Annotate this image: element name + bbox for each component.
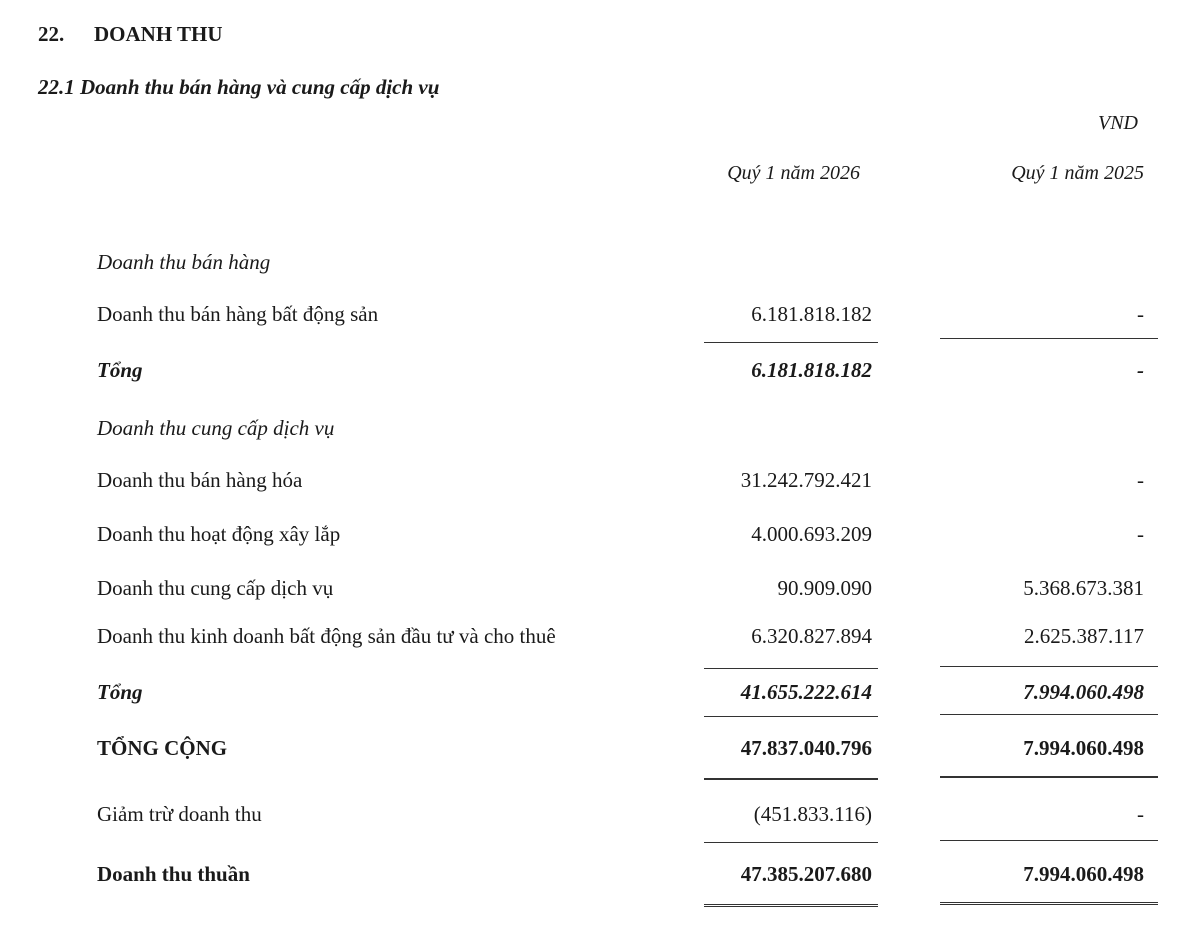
- section-title: DOANH THU: [94, 22, 223, 46]
- section-heading: [38, 22, 223, 47]
- subtotal-rule-current: [704, 668, 878, 669]
- value-previous: -: [1137, 302, 1144, 326]
- table-row-net-revenue: [0, 856, 1200, 896]
- subtotal-rule-previous: [940, 666, 1158, 667]
- table-row-grand-total: [0, 730, 1200, 770]
- net-rule-current: [704, 842, 878, 843]
- grand-total-rule-current: [704, 778, 878, 780]
- subtotal-rule-previous: [940, 338, 1158, 339]
- total-rule-previous: [940, 714, 1158, 715]
- currency-unit: VND: [1098, 112, 1138, 134]
- net-double-rule-current: [704, 904, 878, 907]
- table-row-construction: [0, 516, 1200, 556]
- total-rule-current: [704, 716, 878, 717]
- row-label: Tổng: [97, 680, 143, 704]
- value-current: 4.000.693.209: [751, 522, 872, 546]
- column-header-current: Quý 1 năm 2026: [727, 162, 860, 184]
- row-label: Doanh thu thuần: [97, 862, 250, 886]
- section-number: 22.: [38, 22, 65, 46]
- table-row-sales-header: [0, 244, 1200, 284]
- value-current: (451.833.116): [753, 802, 872, 826]
- grand-total-rule-previous: [940, 776, 1158, 778]
- value-current: 41.655.222.614: [740, 680, 872, 704]
- table-row-sales-total: [0, 352, 1200, 392]
- value-current: 6.320.827.894: [751, 624, 872, 648]
- table-row-services-total: [0, 674, 1200, 714]
- row-label: Doanh thu hoạt động xây lắp: [97, 522, 341, 546]
- row-label: Doanh thu bán hàng: [97, 250, 271, 274]
- value-previous: 7.994.060.498: [1023, 680, 1144, 704]
- row-label: Tổng: [97, 358, 143, 382]
- net-rule-previous: [940, 840, 1158, 841]
- value-current: 31.242.792.421: [740, 468, 872, 492]
- row-label: Doanh thu bán hàng bất động sản: [97, 302, 379, 326]
- row-label: Doanh thu kinh doanh bất động sản đầu tư và cho thuê: [97, 624, 556, 648]
- value-previous: -: [1137, 468, 1144, 492]
- value-previous: 7.994.060.498: [1023, 736, 1144, 760]
- value-current: 47.837.040.796: [740, 736, 872, 760]
- row-label: Doanh thu cung cấp dịch vụ: [97, 416, 335, 440]
- subtotal-rule-current: [704, 342, 878, 343]
- value-previous: -: [1137, 802, 1144, 826]
- table-row-real-estate-sales: [0, 296, 1200, 336]
- value-previous: 2.625.387.117: [1024, 624, 1144, 648]
- row-label: Giảm trừ doanh thu: [97, 802, 262, 826]
- value-previous: 7.994.060.498: [1023, 862, 1144, 886]
- value-current: 6.181.818.182: [751, 302, 872, 326]
- table-row-services-header: [0, 410, 1200, 450]
- value-previous: -: [1137, 522, 1144, 546]
- table-row-deductions: [0, 796, 1200, 836]
- value-current: 47.385.207.680: [740, 862, 872, 886]
- value-previous: 5.368.673.381: [1023, 576, 1144, 600]
- value-previous: -: [1137, 358, 1144, 382]
- value-current: 90.909.090: [777, 576, 872, 600]
- row-label: Doanh thu bán hàng hóa: [97, 468, 303, 492]
- row-label: Doanh thu cung cấp dịch vụ: [97, 576, 334, 600]
- row-label: TỔNG CỘNG: [97, 736, 228, 760]
- table-row-goods-sales: [0, 462, 1200, 502]
- column-header-previous: Quý 1 năm 2025: [1011, 162, 1144, 184]
- net-double-rule-previous: [940, 902, 1158, 905]
- table-row-services: [0, 570, 1200, 610]
- value-current: 6.181.818.182: [751, 358, 872, 382]
- subsection-title: 22.1 Doanh thu bán hàng và cung cấp dịch vụ: [38, 75, 440, 99]
- table-row-investment-property: [0, 618, 1200, 658]
